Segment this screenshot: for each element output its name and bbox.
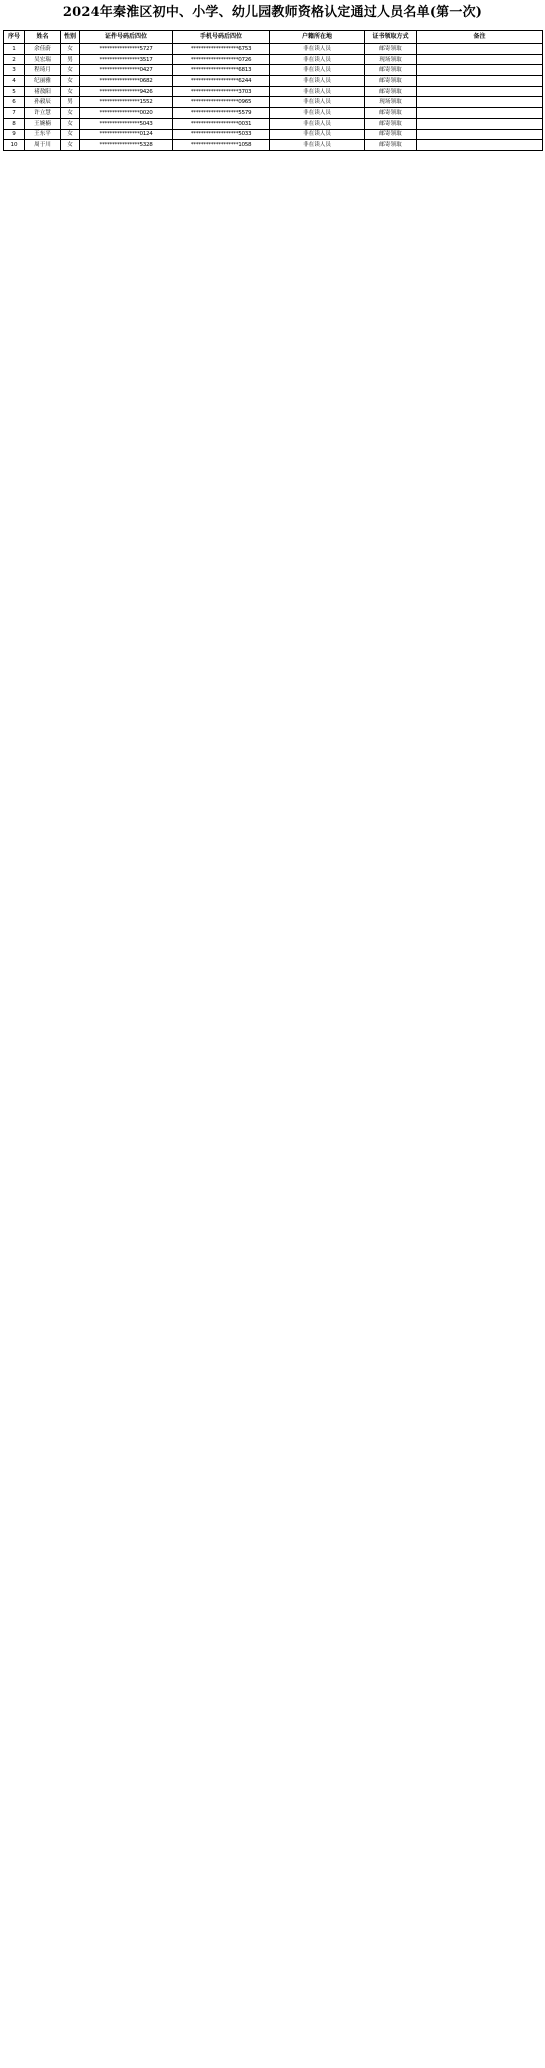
col-phone-cell: *******************5579: [173, 108, 270, 119]
col-residence-cell: 非在读人员: [270, 65, 365, 76]
col-name-header: 姓名: [25, 31, 61, 44]
col-pickup-cell: 邮寄领取: [365, 86, 417, 97]
col-pickup-cell: 邮寄领取: [365, 108, 417, 119]
col-residence-cell: 非在读人员: [270, 129, 365, 140]
col-id-cell: ****************0124: [80, 129, 173, 140]
col-pickup-cell: 邮寄领取: [365, 129, 417, 140]
header-row: [4, 31, 543, 44]
col-residence-cell: 非在读人员: [270, 54, 365, 65]
col-id-cell: ****************0427: [80, 65, 173, 76]
col-note-cell: [417, 97, 543, 108]
col-pickup-cell: 现场领取: [365, 54, 417, 65]
table-row: [4, 108, 543, 119]
col-gender-cell: 女: [61, 118, 80, 129]
col-residence-cell: 非在读人员: [270, 140, 365, 151]
col-phone-cell: *******************1058: [173, 140, 270, 151]
table-row: [4, 140, 543, 151]
col-pickup-cell: 邮寄领取: [365, 140, 417, 151]
col-gender-cell: 男: [61, 54, 80, 65]
col-name-cell: 褚敖阳: [25, 86, 61, 97]
col-seq-cell: 6: [4, 97, 25, 108]
col-pickup-cell: 邮寄领取: [365, 65, 417, 76]
col-residence-cell: 非在读人员: [270, 108, 365, 119]
col-name-cell: 王婉楠: [25, 118, 61, 129]
col-id-cell: ****************5727: [80, 44, 173, 55]
col-name-cell: 程琦月: [25, 65, 61, 76]
col-id-cell: ****************0682: [80, 76, 173, 87]
col-id-header: 证件号码后四位: [80, 31, 173, 44]
col-note-cell: [417, 76, 543, 87]
col-id-cell: ****************5328: [80, 140, 173, 151]
table-body: [4, 44, 543, 151]
table-row: [4, 65, 543, 76]
col-gender-cell: 女: [61, 140, 80, 151]
table-row: [4, 76, 543, 87]
col-phone-cell: *******************0965: [173, 97, 270, 108]
table-row: [4, 44, 543, 55]
col-id-cell: ****************5043: [80, 118, 173, 129]
col-residence-cell: 非在读人员: [270, 97, 365, 108]
col-phone-cell: *******************3703: [173, 86, 270, 97]
col-residence-cell: 非在读人员: [270, 118, 365, 129]
col-seq-cell: 2: [4, 54, 25, 65]
col-id-cell: ****************3517: [80, 54, 173, 65]
col-gender-cell: 女: [61, 65, 80, 76]
col-note-cell: [417, 44, 543, 55]
table-header: [4, 31, 543, 44]
col-seq-header: 序号: [4, 31, 25, 44]
col-pickup-header: 证书领取方式: [365, 31, 417, 44]
col-pickup-cell: 邮寄领取: [365, 76, 417, 87]
col-name-cell: 许立慧: [25, 108, 61, 119]
col-gender-header: 性别: [61, 31, 80, 44]
col-name-cell: 纪丽雅: [25, 76, 61, 87]
col-gender-cell: 女: [61, 108, 80, 119]
col-seq-cell: 1: [4, 44, 25, 55]
col-phone-cell: *******************5033: [173, 129, 270, 140]
col-seq-cell: 10: [4, 140, 25, 151]
col-name-cell: 王东平: [25, 129, 61, 140]
col-id-cell: ****************0020: [80, 108, 173, 119]
col-gender-cell: 男: [61, 97, 80, 108]
col-seq-cell: 9: [4, 129, 25, 140]
table-row: [4, 54, 543, 65]
col-phone-cell: *******************0726: [173, 54, 270, 65]
col-residence-cell: 非在读人员: [270, 86, 365, 97]
col-id-cell: ****************9426: [80, 86, 173, 97]
col-seq-cell: 8: [4, 118, 25, 129]
document-title: 2024年秦淮区初中、小学、幼儿园教师资格认定通过人员名单(第一次): [62, 5, 483, 20]
col-note-cell: [417, 140, 543, 151]
col-seq-cell: 3: [4, 65, 25, 76]
col-name-cell: 吴宏瑞: [25, 54, 61, 65]
col-gender-cell: 女: [61, 86, 80, 97]
col-seq-cell: 5: [4, 86, 25, 97]
col-seq-cell: 4: [4, 76, 25, 87]
col-phone-cell: *******************0031: [173, 118, 270, 129]
col-id-cell: ****************1552: [80, 97, 173, 108]
col-note-cell: [417, 108, 543, 119]
col-phone-cell: *******************6813: [173, 65, 270, 76]
table-row: [4, 86, 543, 97]
col-name-cell: 余佳蔚: [25, 44, 61, 55]
col-note-header: 备注: [417, 31, 543, 44]
col-note-cell: [417, 54, 543, 65]
table-row: [4, 129, 543, 140]
col-phone-cell: *******************6753: [173, 44, 270, 55]
table-row: [4, 118, 543, 129]
col-gender-cell: 女: [61, 44, 80, 55]
col-pickup-cell: 现场领取: [365, 97, 417, 108]
col-residence-cell: 非在读人员: [270, 44, 365, 55]
col-residence-header: 户籍所在地: [270, 31, 365, 44]
table-row: [4, 97, 543, 108]
results-table: [3, 30, 543, 151]
col-note-cell: [417, 129, 543, 140]
col-gender-cell: 女: [61, 76, 80, 87]
col-gender-cell: 女: [61, 129, 80, 140]
col-note-cell: [417, 65, 543, 76]
col-name-cell: 周于川: [25, 140, 61, 151]
col-note-cell: [417, 118, 543, 129]
col-name-cell: 孙毅辰: [25, 97, 61, 108]
col-phone-header: 手机号码后四位: [173, 31, 270, 44]
col-pickup-cell: 邮寄领取: [365, 118, 417, 129]
col-note-cell: [417, 86, 543, 97]
col-phone-cell: *******************6244: [173, 76, 270, 87]
col-residence-cell: 非在读人员: [270, 76, 365, 87]
col-pickup-cell: 邮寄领取: [365, 44, 417, 55]
col-seq-cell: 7: [4, 108, 25, 119]
